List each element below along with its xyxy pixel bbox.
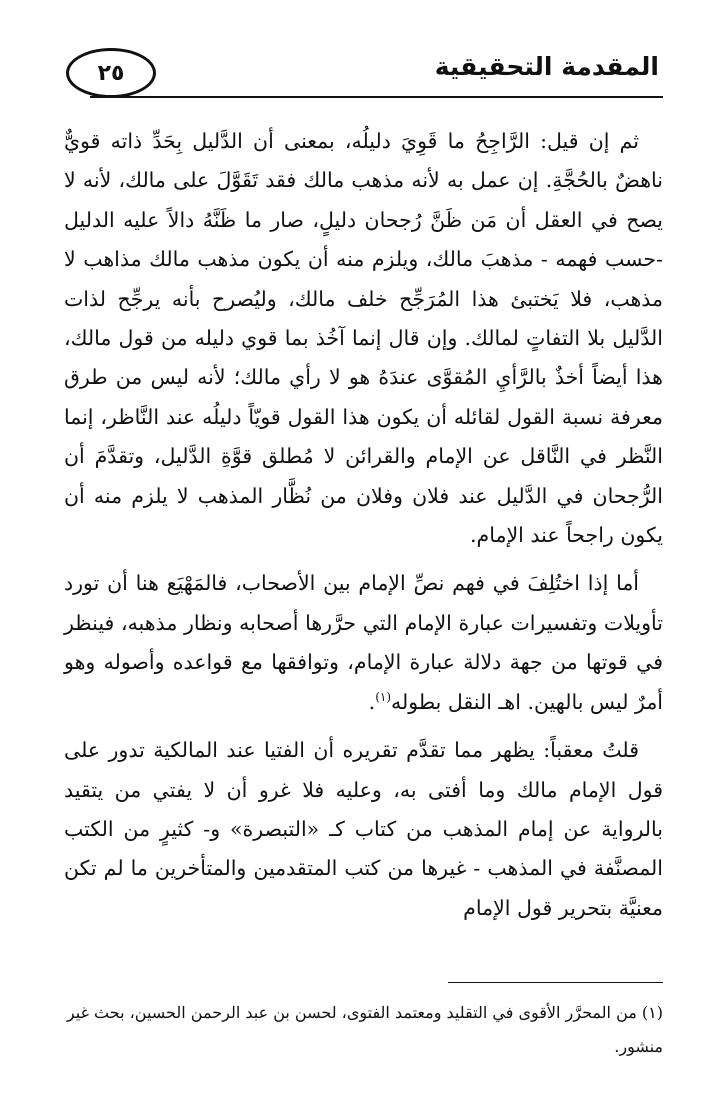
footnote: (١) من المحرَّر الأقوى في التقليد ومعتمد الفتوى، لحسن بن عبد الرحمن الحسين، بحث غير منشور. xyxy=(66,1003,663,1056)
page-header xyxy=(0,0,703,110)
page-number: ٢٥ xyxy=(97,60,125,86)
paragraph-2-end: . xyxy=(368,689,376,714)
running-title: المقدمة التحقيقية xyxy=(434,52,659,81)
page-number-badge xyxy=(66,48,156,98)
paragraph-1: ثم إن قيل: الرَّاجِحُ ما قَوِيَ دليلُه، بمعنى أن الدَّليل بِحَدِّ ذاته قويٌّ ناهضٌ بالحُجَّةِ. إن عمل به لأنه مذهب مالك فقد تَقَوَّلَ على مالك، لأنه لا يصح في العقل أن مَن ظَنَّ رُجحان دليلٍ، صار ما ظَنَّهُ دالاً عليه الدليل -حسب فهمه - مذهبَ مالك، ويلزم منه أن يكون مذهب مالك مذاهب لا مذهب، فلا يَختبئ هذا المُرَجِّح خلف مالك، وليُصرح بأنه يرجِّح لذات الدَّليل بلا التفاتٍ لمالك. وإن قال إنما آخُذ بما قوي دليله من قول مالك، هذا أيضاً أخذٌ بالرَّأيِ المُقوَّى عندَهُ هو لا رأي مالك؛ لأنه ليس من طرق معرفة نسبة القول لقائله أن يكون هذا القول قويّاً دليلُه عند النَّاظر، إنما النَّظر في النَّاقل عن الإمام والقرائن لا مُطلق قوَّةِ الدَّليل، وتقدَّمَ أن الرُّجحان في الدَّليل عند فلان وفلان من نُظَّار المذهب لا يلزم منه أن يكون راجحاً عند الإمام. xyxy=(64,129,663,548)
paragraph-2 xyxy=(64,564,663,722)
body-text xyxy=(64,122,663,928)
footnote-separator xyxy=(448,982,663,983)
paragraph-3: قلتُ معقباً: يظهر مما تقدَّم تقريره أن الفتيا عند المالكية تدور على قول الإمام مالك وما أفتى به، وعليه فلا غرو أن لا يفتي من يتقيد بالرواية عن إمام المذهب من كتاب كـ «التبصرة» و- كثيرٍ من الكتب المصنَّفة في المذهب - غيرها من كتب المتقدمين والمتأخرين ما لم تكن معنيَّة بتحرير قول الإمام xyxy=(64,738,663,920)
footnote-reference: (١) xyxy=(375,689,392,704)
paragraph-2-text: أما إذا اختُلِفَ في فهم نصِّ الإمام بين الأصحاب، فالمَهْيَع هنا أن تورد تأويلات وتفسيرات عبارة الإمام التي حرَّرها أصحابه ونظار مذهبه، فينظر في قوتها من جهة دلالة عبارة الإمام، وتوافقها مع قواعده وأصوله وهو أمرٌ ليس بالهين. اهـ النقل بطوله xyxy=(64,571,663,714)
header-rule xyxy=(90,96,663,98)
